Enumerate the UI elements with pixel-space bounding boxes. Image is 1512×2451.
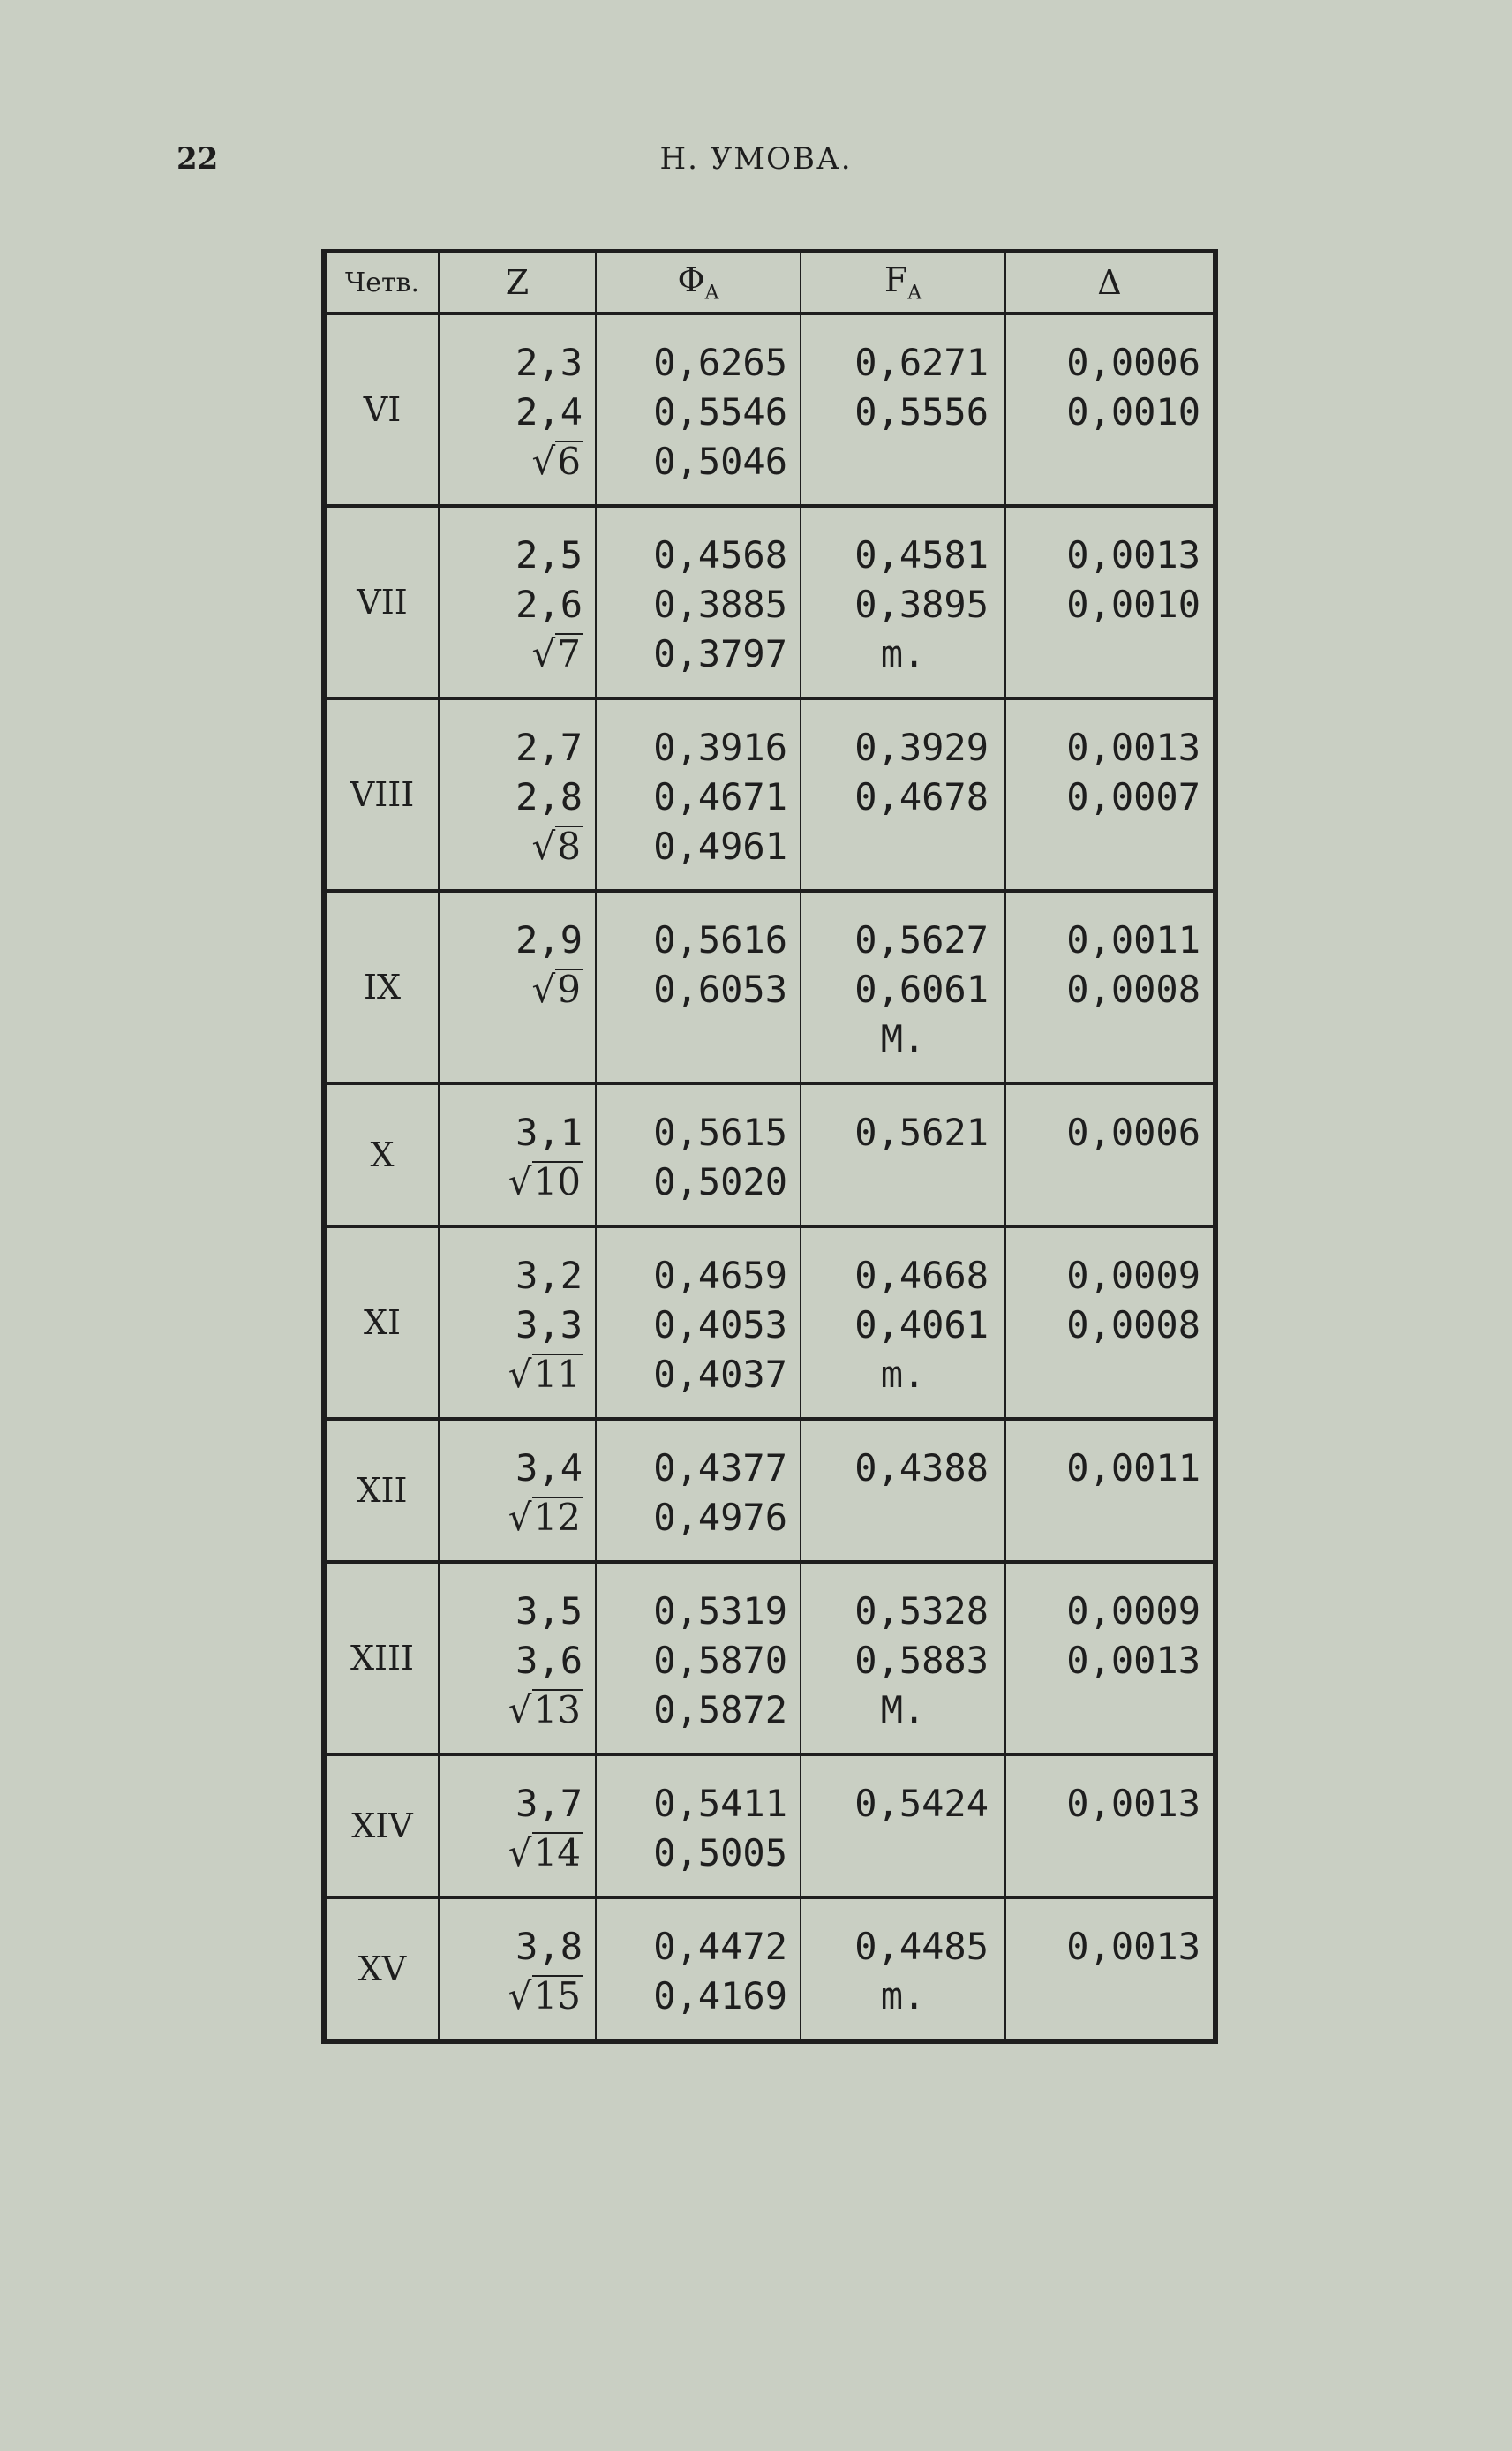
z-cell (439, 1419, 596, 1562)
header-quarter: Четв. (324, 252, 439, 314)
sqrt-value (448, 630, 583, 679)
delta-cell (1005, 1754, 1215, 1897)
table-group-row (324, 1754, 1215, 1897)
phi-cell (596, 506, 801, 698)
phi-value: 0,4671 (653, 775, 787, 818)
z-value: 3,6 (515, 1639, 583, 1682)
quarter-label: XI (324, 1226, 439, 1419)
phi-value: 0,6053 (653, 968, 787, 1011)
delta-value: 0,0013 (1066, 1925, 1200, 1968)
quarter-label: XV (324, 1897, 439, 2041)
delta-value: 0,0011 (1066, 918, 1200, 962)
header-z: Z (439, 252, 596, 314)
phi-value: 0,5319 (653, 1589, 787, 1633)
header-f-subscript: A (907, 282, 922, 305)
quarter-label: XIII (324, 1562, 439, 1754)
quarter-label: X (324, 1083, 439, 1226)
radicand: 11 (533, 1353, 581, 1396)
sqrt-value (448, 1158, 583, 1207)
delta-cell (1005, 1083, 1215, 1226)
f-value: 0,4678 (854, 775, 989, 818)
z-cell (439, 1226, 596, 1419)
table-group-row (324, 313, 1215, 506)
phi-value: 0,3885 (653, 583, 787, 626)
header-row (324, 252, 1215, 314)
radicand: 7 (557, 632, 581, 675)
z-cell (439, 891, 596, 1083)
z-value: 3,5 (515, 1589, 583, 1633)
phi-value: 0,5046 (653, 440, 787, 483)
phi-cell (596, 313, 801, 506)
delta-value: 0,0013 (1066, 726, 1200, 769)
z-cell (439, 1083, 596, 1226)
z-value: 3,7 (515, 1782, 583, 1825)
f-value: 0,4388 (854, 1446, 989, 1489)
radical-sign-icon: √15 (508, 1974, 581, 2017)
phi-value: 0,5616 (653, 918, 787, 962)
phi-value: 0,4659 (653, 1254, 787, 1297)
f-value: 0,6061 (854, 968, 989, 1011)
delta-cell (1005, 698, 1215, 891)
sqrt-value (448, 1350, 583, 1399)
phi-value: 0,4377 (653, 1446, 787, 1489)
radical-sign-icon: √9 (531, 968, 581, 1011)
phi-value: 0,5546 (653, 390, 787, 434)
delta-value: 0,0013 (1066, 1782, 1200, 1825)
z-cell (439, 313, 596, 506)
f-cell (801, 1226, 1005, 1419)
phi-value: 0,4961 (653, 825, 787, 868)
phi-cell (596, 698, 801, 891)
delta-value: 0,0006 (1066, 1111, 1200, 1154)
quarter-label: VII (324, 506, 439, 698)
radical-sign-icon: √13 (508, 1688, 581, 1731)
radicand: 14 (533, 1831, 581, 1874)
phi-cell (596, 1419, 801, 1562)
extremum-mark: m. (880, 1974, 926, 2017)
sqrt-value (448, 1972, 583, 2021)
sqrt-value (448, 1493, 583, 1542)
delta-value: 0,0013 (1066, 533, 1200, 577)
f-cell (801, 1419, 1005, 1562)
phi-value: 0,5870 (653, 1639, 787, 1682)
phi-value: 0,4169 (653, 1974, 787, 2017)
phi-value: 0,4568 (653, 533, 787, 577)
table-group-row (324, 1897, 1215, 2041)
radical-sign-icon: √7 (531, 632, 581, 675)
extremum-mark: M. (880, 1017, 926, 1060)
f-value: 0,5328 (854, 1589, 989, 1633)
phi-value: 0,4976 (653, 1496, 787, 1539)
z-value: 2,8 (515, 775, 583, 818)
header-phi-symbol: Φ (677, 260, 705, 300)
f-cell (801, 698, 1005, 891)
radicand: 10 (533, 1160, 581, 1203)
f-value: 0,5424 (854, 1782, 989, 1825)
delta-value: 0,0009 (1066, 1589, 1200, 1633)
f-cell (801, 1897, 1005, 2041)
radical-sign-icon: √12 (508, 1496, 581, 1539)
radicand: 12 (533, 1496, 581, 1539)
z-cell (439, 1897, 596, 2041)
z-value: 2,5 (515, 533, 583, 577)
delta-value: 0,0008 (1066, 1303, 1200, 1346)
quarter-label: VI (324, 313, 439, 506)
extremum-mark: M. (880, 1688, 926, 1731)
radicand: 9 (557, 968, 581, 1011)
radicand: 15 (533, 1974, 581, 2017)
z-value: 3,2 (515, 1254, 583, 1297)
sqrt-value (448, 822, 583, 871)
header-delta: Δ (1005, 252, 1215, 314)
phi-value: 0,5872 (653, 1688, 787, 1731)
radical-sign-icon: √6 (531, 440, 581, 483)
quarter-label: VIII (324, 698, 439, 891)
delta-value: 0,0008 (1066, 968, 1200, 1011)
phi-value: 0,5005 (653, 1831, 787, 1874)
delta-cell (1005, 313, 1215, 506)
z-value: 2,3 (515, 341, 583, 384)
running-head: Н. УМОВА. (659, 141, 853, 177)
table-group-row (324, 698, 1215, 891)
f-value: 0,5621 (854, 1111, 989, 1154)
table-group-row (324, 506, 1215, 698)
header-phi-subscript: A (704, 282, 719, 305)
quarter-label: XIV (324, 1754, 439, 1897)
quarter-label: XII (324, 1419, 439, 1562)
sqrt-value (448, 1829, 583, 1878)
z-value: 2,6 (515, 583, 583, 626)
f-value: 0,3929 (854, 726, 989, 769)
z-value: 2,9 (515, 918, 583, 962)
z-cell (439, 1754, 596, 1897)
f-value: 0,4668 (854, 1254, 989, 1297)
table-group-row (324, 1562, 1215, 1754)
phi-value: 0,3797 (653, 632, 787, 675)
z-value: 2,4 (515, 390, 583, 434)
page-number: 22 (177, 141, 219, 177)
delta-cell (1005, 891, 1215, 1083)
radical-sign-icon: √11 (508, 1353, 581, 1396)
phi-value: 0,6265 (653, 341, 787, 384)
radical-sign-icon: √8 (531, 825, 581, 868)
z-cell (439, 1562, 596, 1754)
phi-value: 0,5020 (653, 1160, 787, 1203)
f-value: 0,4061 (854, 1303, 989, 1346)
sqrt-value (448, 1686, 583, 1735)
phi-cell (596, 891, 801, 1083)
quarter-label: IX (324, 891, 439, 1083)
phi-cell (596, 1226, 801, 1419)
f-cell (801, 313, 1005, 506)
delta-value: 0,0006 (1066, 341, 1200, 384)
phi-value: 0,5411 (653, 1782, 787, 1825)
table-group-row (324, 1083, 1215, 1226)
f-value: 0,6271 (854, 341, 989, 384)
f-cell (801, 1562, 1005, 1754)
data-table (321, 249, 1213, 2044)
table-group-row (324, 891, 1215, 1083)
phi-value: 0,5615 (653, 1111, 787, 1154)
delta-cell (1005, 1419, 1215, 1562)
delta-value: 0,0011 (1066, 1446, 1200, 1489)
z-value: 2,7 (515, 726, 583, 769)
phi-value: 0,4053 (653, 1303, 787, 1346)
delta-cell (1005, 1562, 1215, 1754)
delta-cell (1005, 1226, 1215, 1419)
radical-sign-icon: √10 (508, 1160, 581, 1203)
extremum-mark: m. (880, 1353, 926, 1396)
delta-cell (1005, 506, 1215, 698)
f-value: 0,5627 (854, 918, 989, 962)
header-phi (596, 252, 801, 314)
delta-cell (1005, 1897, 1215, 2041)
sqrt-value (448, 965, 583, 1014)
delta-value: 0,0013 (1066, 1639, 1200, 1682)
f-value: 0,4485 (854, 1925, 989, 1968)
z-value: 3,3 (515, 1303, 583, 1346)
phi-cell (596, 1562, 801, 1754)
f-cell (801, 891, 1005, 1083)
phi-value: 0,4037 (653, 1353, 787, 1396)
phi-value: 0,4472 (653, 1925, 787, 1968)
table-body (324, 313, 1215, 2041)
z-value: 3,4 (515, 1446, 583, 1489)
radical-sign-icon: √14 (508, 1831, 581, 1874)
f-value: 0,4581 (854, 533, 989, 577)
delta-value: 0,0010 (1066, 390, 1200, 434)
radicand: 13 (533, 1688, 581, 1731)
phi-cell (596, 1083, 801, 1226)
phi-cell (596, 1754, 801, 1897)
values-table (321, 249, 1218, 2044)
delta-value: 0,0010 (1066, 583, 1200, 626)
delta-value: 0,0009 (1066, 1254, 1200, 1297)
z-value: 3,8 (515, 1925, 583, 1968)
table-group-row (324, 1226, 1215, 1419)
phi-value: 0,3916 (653, 726, 787, 769)
delta-value: 0,0007 (1066, 775, 1200, 818)
sqrt-value (448, 437, 583, 486)
header-f (801, 252, 1005, 314)
f-value: 0,5883 (854, 1639, 989, 1682)
f-value: 0,5556 (854, 390, 989, 434)
z-cell (439, 506, 596, 698)
f-value: 0,3895 (854, 583, 989, 626)
f-cell (801, 506, 1005, 698)
f-cell (801, 1083, 1005, 1226)
z-value: 3,1 (515, 1111, 583, 1154)
f-cell (801, 1754, 1005, 1897)
table-group-row (324, 1419, 1215, 1562)
phi-cell (596, 1897, 801, 2041)
header-f-symbol: F (884, 260, 908, 300)
radicand: 8 (557, 825, 581, 868)
z-cell (439, 698, 596, 891)
radicand: 6 (557, 440, 581, 483)
extremum-mark: m. (880, 632, 926, 675)
